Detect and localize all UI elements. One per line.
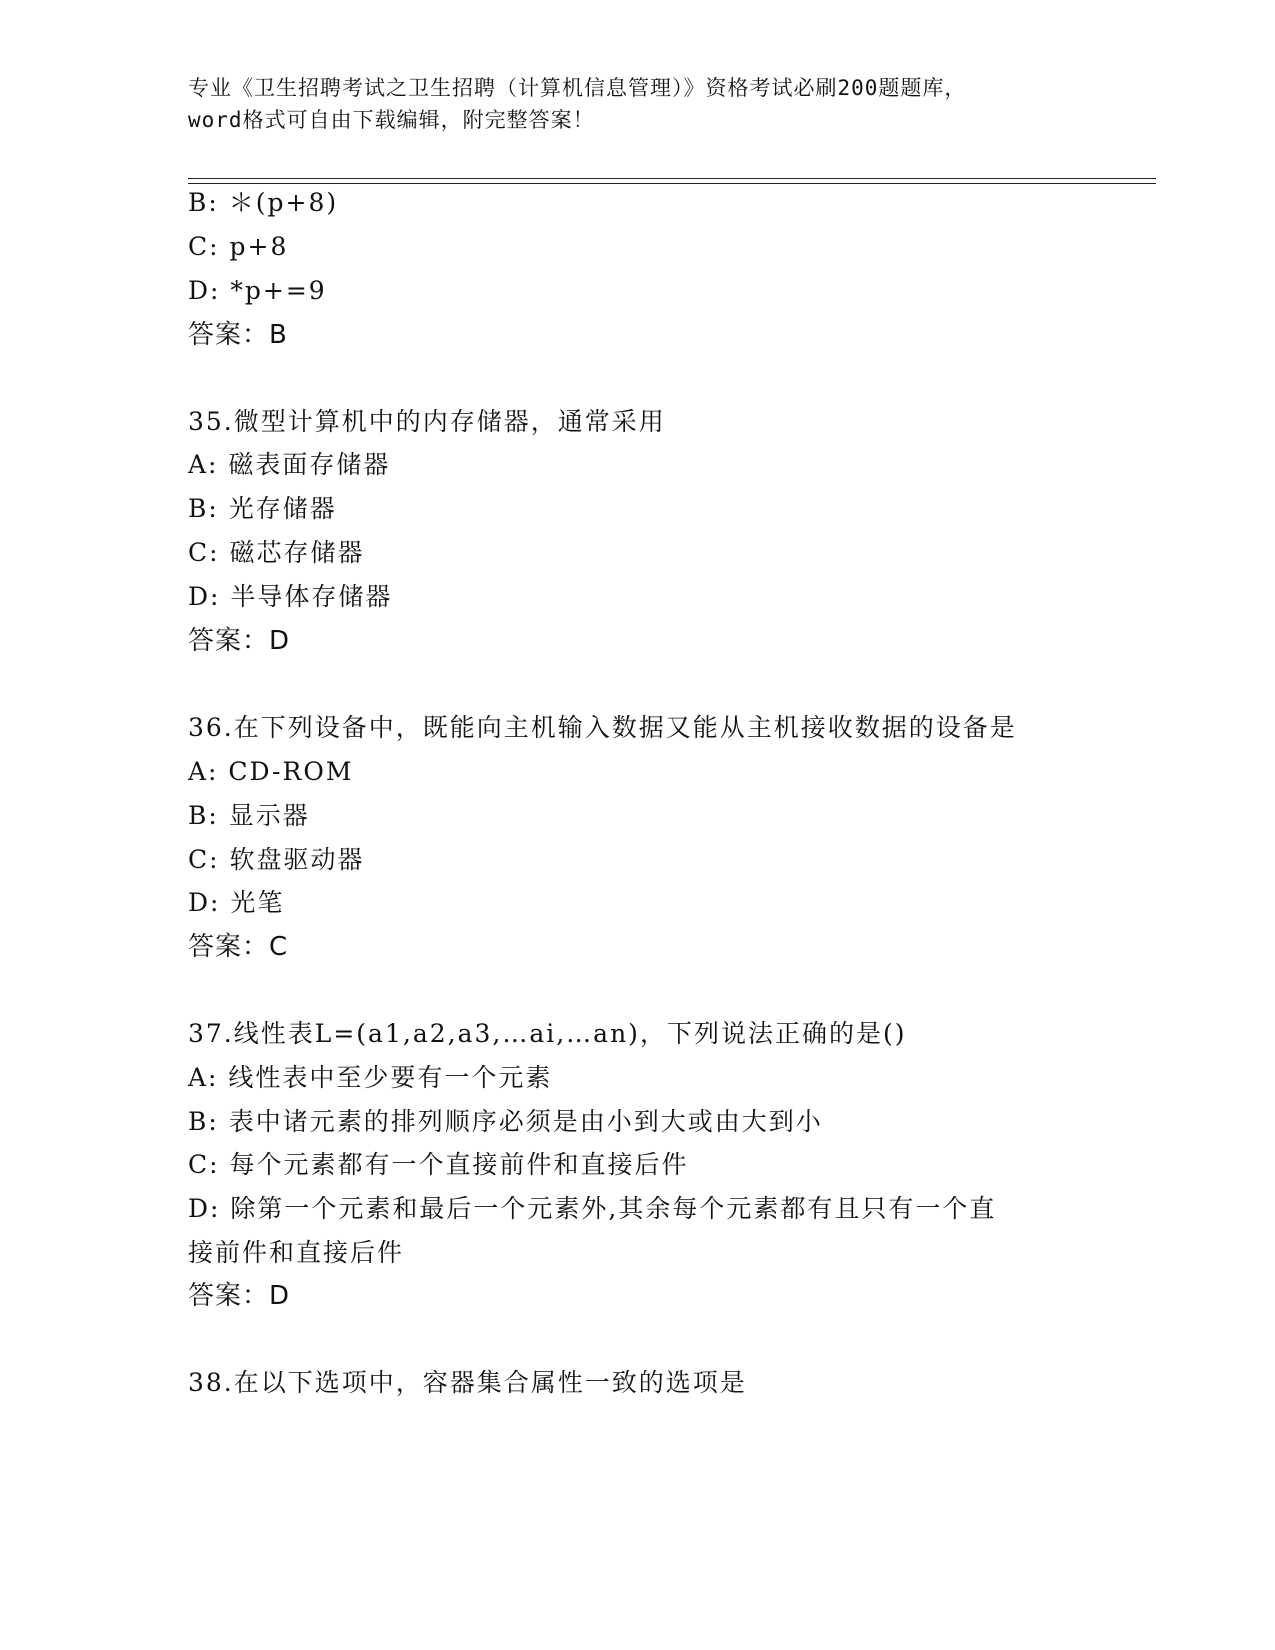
q36-answer: 答案：C — [188, 932, 289, 962]
q35-option-a: A: 磁表面存储器 — [188, 450, 391, 479]
q37-option-c: C: 每个元素都有一个直接前件和直接后件 — [188, 1150, 689, 1179]
q35-stem: 35.微型计算机中的内存储器，通常采用 — [188, 407, 666, 436]
q35-option-c: C: 磁芯存储器 — [188, 538, 365, 567]
header-title-line-2: word格式可自由下载编辑，附完整答案！ — [188, 108, 595, 132]
q34-option-c: C: p+8 — [188, 232, 289, 261]
q37-option-d-line-1: D: 除第一个元素和最后一个元素外,其余每个元素都有且只有一个直 — [188, 1194, 997, 1223]
q37-option-b: B: 表中诸元素的排列顺序必须是由小到大或由大到小 — [188, 1107, 823, 1136]
q37-answer: 答案：D — [188, 1281, 291, 1311]
q38-stem: 38.在以下选项中，容器集合属性一致的选项是 — [188, 1368, 747, 1397]
q35-answer: 答案：D — [188, 626, 291, 656]
header-divider — [188, 178, 1156, 184]
q36-option-b: B: 显示器 — [188, 801, 310, 830]
q36-option-c: C: 软盘驱动器 — [188, 845, 365, 874]
q36-option-a: A: CD-ROM — [188, 757, 354, 786]
q35-option-d: D: 半导体存储器 — [188, 582, 393, 611]
q34-answer: 答案：B — [188, 320, 288, 350]
q34-option-b: B: ＊(p+8) — [188, 188, 339, 217]
q34-option-d: D: *p+=9 — [188, 276, 327, 305]
header-title-line-1: 专业《卫生招聘考试之卫生招聘（计算机信息管理）》资格考试必刷200题题库， — [188, 76, 967, 100]
q37-option-a: A: 线性表中至少要有一个元素 — [188, 1063, 553, 1092]
q36-option-d: D: 光笔 — [188, 888, 285, 917]
q35-option-b: B: 光存储器 — [188, 494, 337, 523]
q36-stem: 36.在下列设备中，既能向主机输入数据又能从主机接收数据的设备是 — [188, 713, 1017, 742]
q37-option-d-line-2: 接前件和直接后件 — [188, 1238, 405, 1267]
q37-stem: 37.线性表L=(a1,a2,a3,…ai,…an)，下列说法正确的是() — [188, 1019, 907, 1048]
document-header — [188, 72, 1088, 136]
